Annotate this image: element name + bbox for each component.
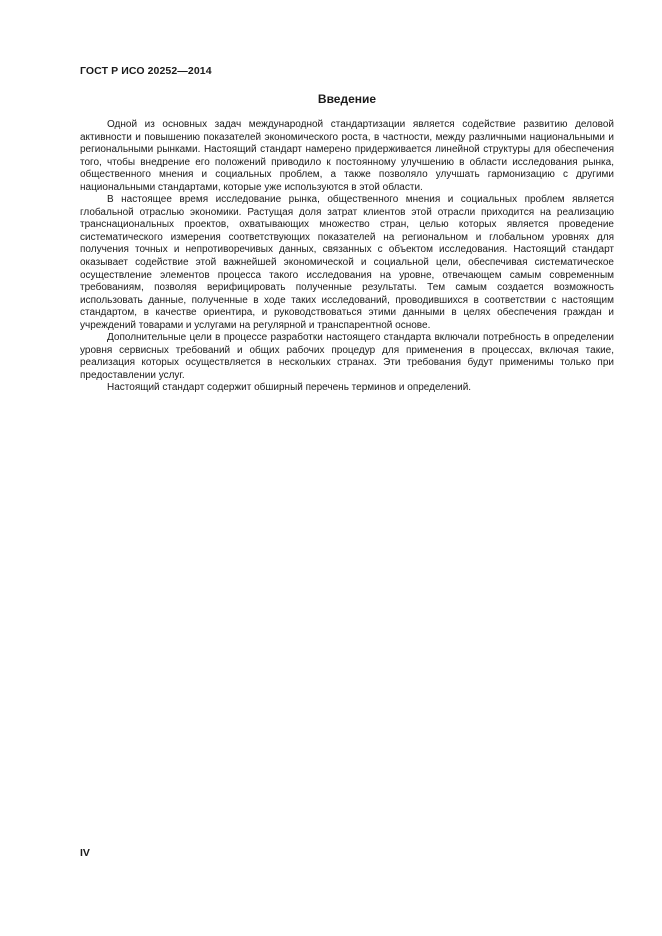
paragraph: В настоящее время исследование рынка, общественного мнения и социальных проблем является глобальной отраслью экономики. Растущая доля затрат клиентов этой отрасли приходится на реализацию транснациональных проектов, охватывающих множество стран, целью которых является проведение систематического измерения соответствующих показателей на региональном и глобальном уровнях для получения точных и непротиворечивых данных, связанных с объектом исследования. Настоящий стандарт оказывает содействие этой важнейшей экономической и социальной цели, обеспечивая систематическое осуществление элементов процесса такого исследования на уровне, отвечающем самым современным требованиям, позволяя верифицировать полученные результаты. Тем самым создается возможность использовать данные, полученные в ходе таких исследований, проводившихся в соответствии с настоящим стандартом, в качестве ориентира, и руководствоваться этими данными в целях обеспечения граждан и учреждений товарами и услугами на регулярной и транспарентной основе. <box>80 194 614 331</box>
paragraph: Одной из основных задач международной стандартизации является содействие развитию деловой активности и повышению показателей экономического роста, в частности, между различными национальными и региональными рынками. Настоящий стандарт намерено придерживается линейной структуры для обеспечения того, чтобы внедрение его положений приводило к постоянному улучшению в области исследования рынка, общественного мнения и социальных проблем, а также позволяло улучшать гармонизацию с другими национальными стандартами, которые уже используются в этой области. <box>80 119 614 193</box>
section-title: Введение <box>317 92 377 106</box>
document-header: ГОСТ Р ИСО 20252—2014 <box>80 65 212 77</box>
introduction-body <box>80 119 614 395</box>
paragraph: Дополнительные цели в процессе разработки настоящего стандарта включали потребность в определении уровня сервисных требований и общих рабочих процедур для применения в процессах, включая такие, реализация которых осуществляется в нескольких странах. Эти требования будут применимы только при предоставлении услуг. <box>80 332 614 381</box>
paragraph: Настоящий стандарт содержит обширный перечень терминов и определений. <box>107 382 472 394</box>
page-number: IV <box>80 847 90 859</box>
